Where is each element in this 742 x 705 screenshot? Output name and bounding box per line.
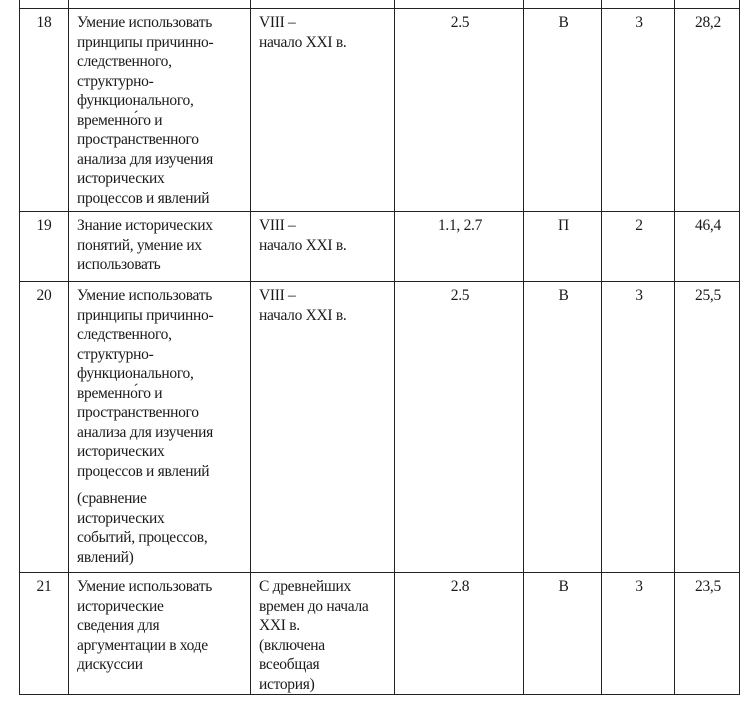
- skill-description: Умение использовать принципы причинно- следственного, структурно- функционального, временно́го и пространственного анализа для изучения исторических процессов и явлений: [77, 287, 214, 480]
- difficulty-level: П: [524, 212, 602, 282]
- completion-percent: 25,5: [675, 282, 740, 573]
- task-number: 18: [20, 9, 69, 212]
- completion-percent: 23,5: [675, 573, 740, 695]
- completion-percent: 46,4: [675, 212, 740, 282]
- table-row: [20, 573, 740, 695]
- assessment-table: [19, 0, 740, 695]
- table-row-previous: [20, 0, 740, 9]
- table-row: [20, 212, 740, 282]
- skill-description: Умение использовать исторические сведения для аргументации в ходе дискуссии: [69, 573, 251, 695]
- skill-note: (сравнение исторических событий, процессов, явлений): [77, 490, 208, 566]
- task-number: 21: [20, 573, 69, 695]
- period: VIII – начало XXI в.: [251, 212, 395, 282]
- period: VIII – начало XXI в.: [251, 9, 395, 212]
- skill-description: Знание исторических понятий, умение их использовать: [69, 212, 251, 282]
- max-score: 2: [602, 212, 675, 282]
- table-row: [20, 9, 740, 212]
- task-number: 20: [20, 282, 69, 573]
- max-score: 3: [602, 9, 675, 212]
- codifier-code: 2.5: [395, 9, 524, 212]
- difficulty-level: В: [524, 573, 602, 695]
- max-score: 3: [602, 573, 675, 695]
- period: VIII – начало XXI в.: [251, 282, 395, 573]
- skill-cell: [69, 282, 251, 573]
- difficulty-level: В: [524, 282, 602, 573]
- task-number: 19: [20, 212, 69, 282]
- difficulty-level: В: [524, 9, 602, 212]
- codifier-code: 2.8: [395, 573, 524, 695]
- period: С древнейших времен до начала XXI в. (включена всеобщая история): [251, 573, 395, 695]
- codifier-code: 1.1, 2.7: [395, 212, 524, 282]
- codifier-code: 2.5: [395, 282, 524, 573]
- completion-percent: 28,2: [675, 9, 740, 212]
- max-score: 3: [602, 282, 675, 573]
- skill-description: Умение использовать принципы причинно- следственного, структурно- функционального, временно́го и пространственного анализа для изучения исторических процессов и явлений: [69, 9, 251, 212]
- table-row: [20, 282, 740, 573]
